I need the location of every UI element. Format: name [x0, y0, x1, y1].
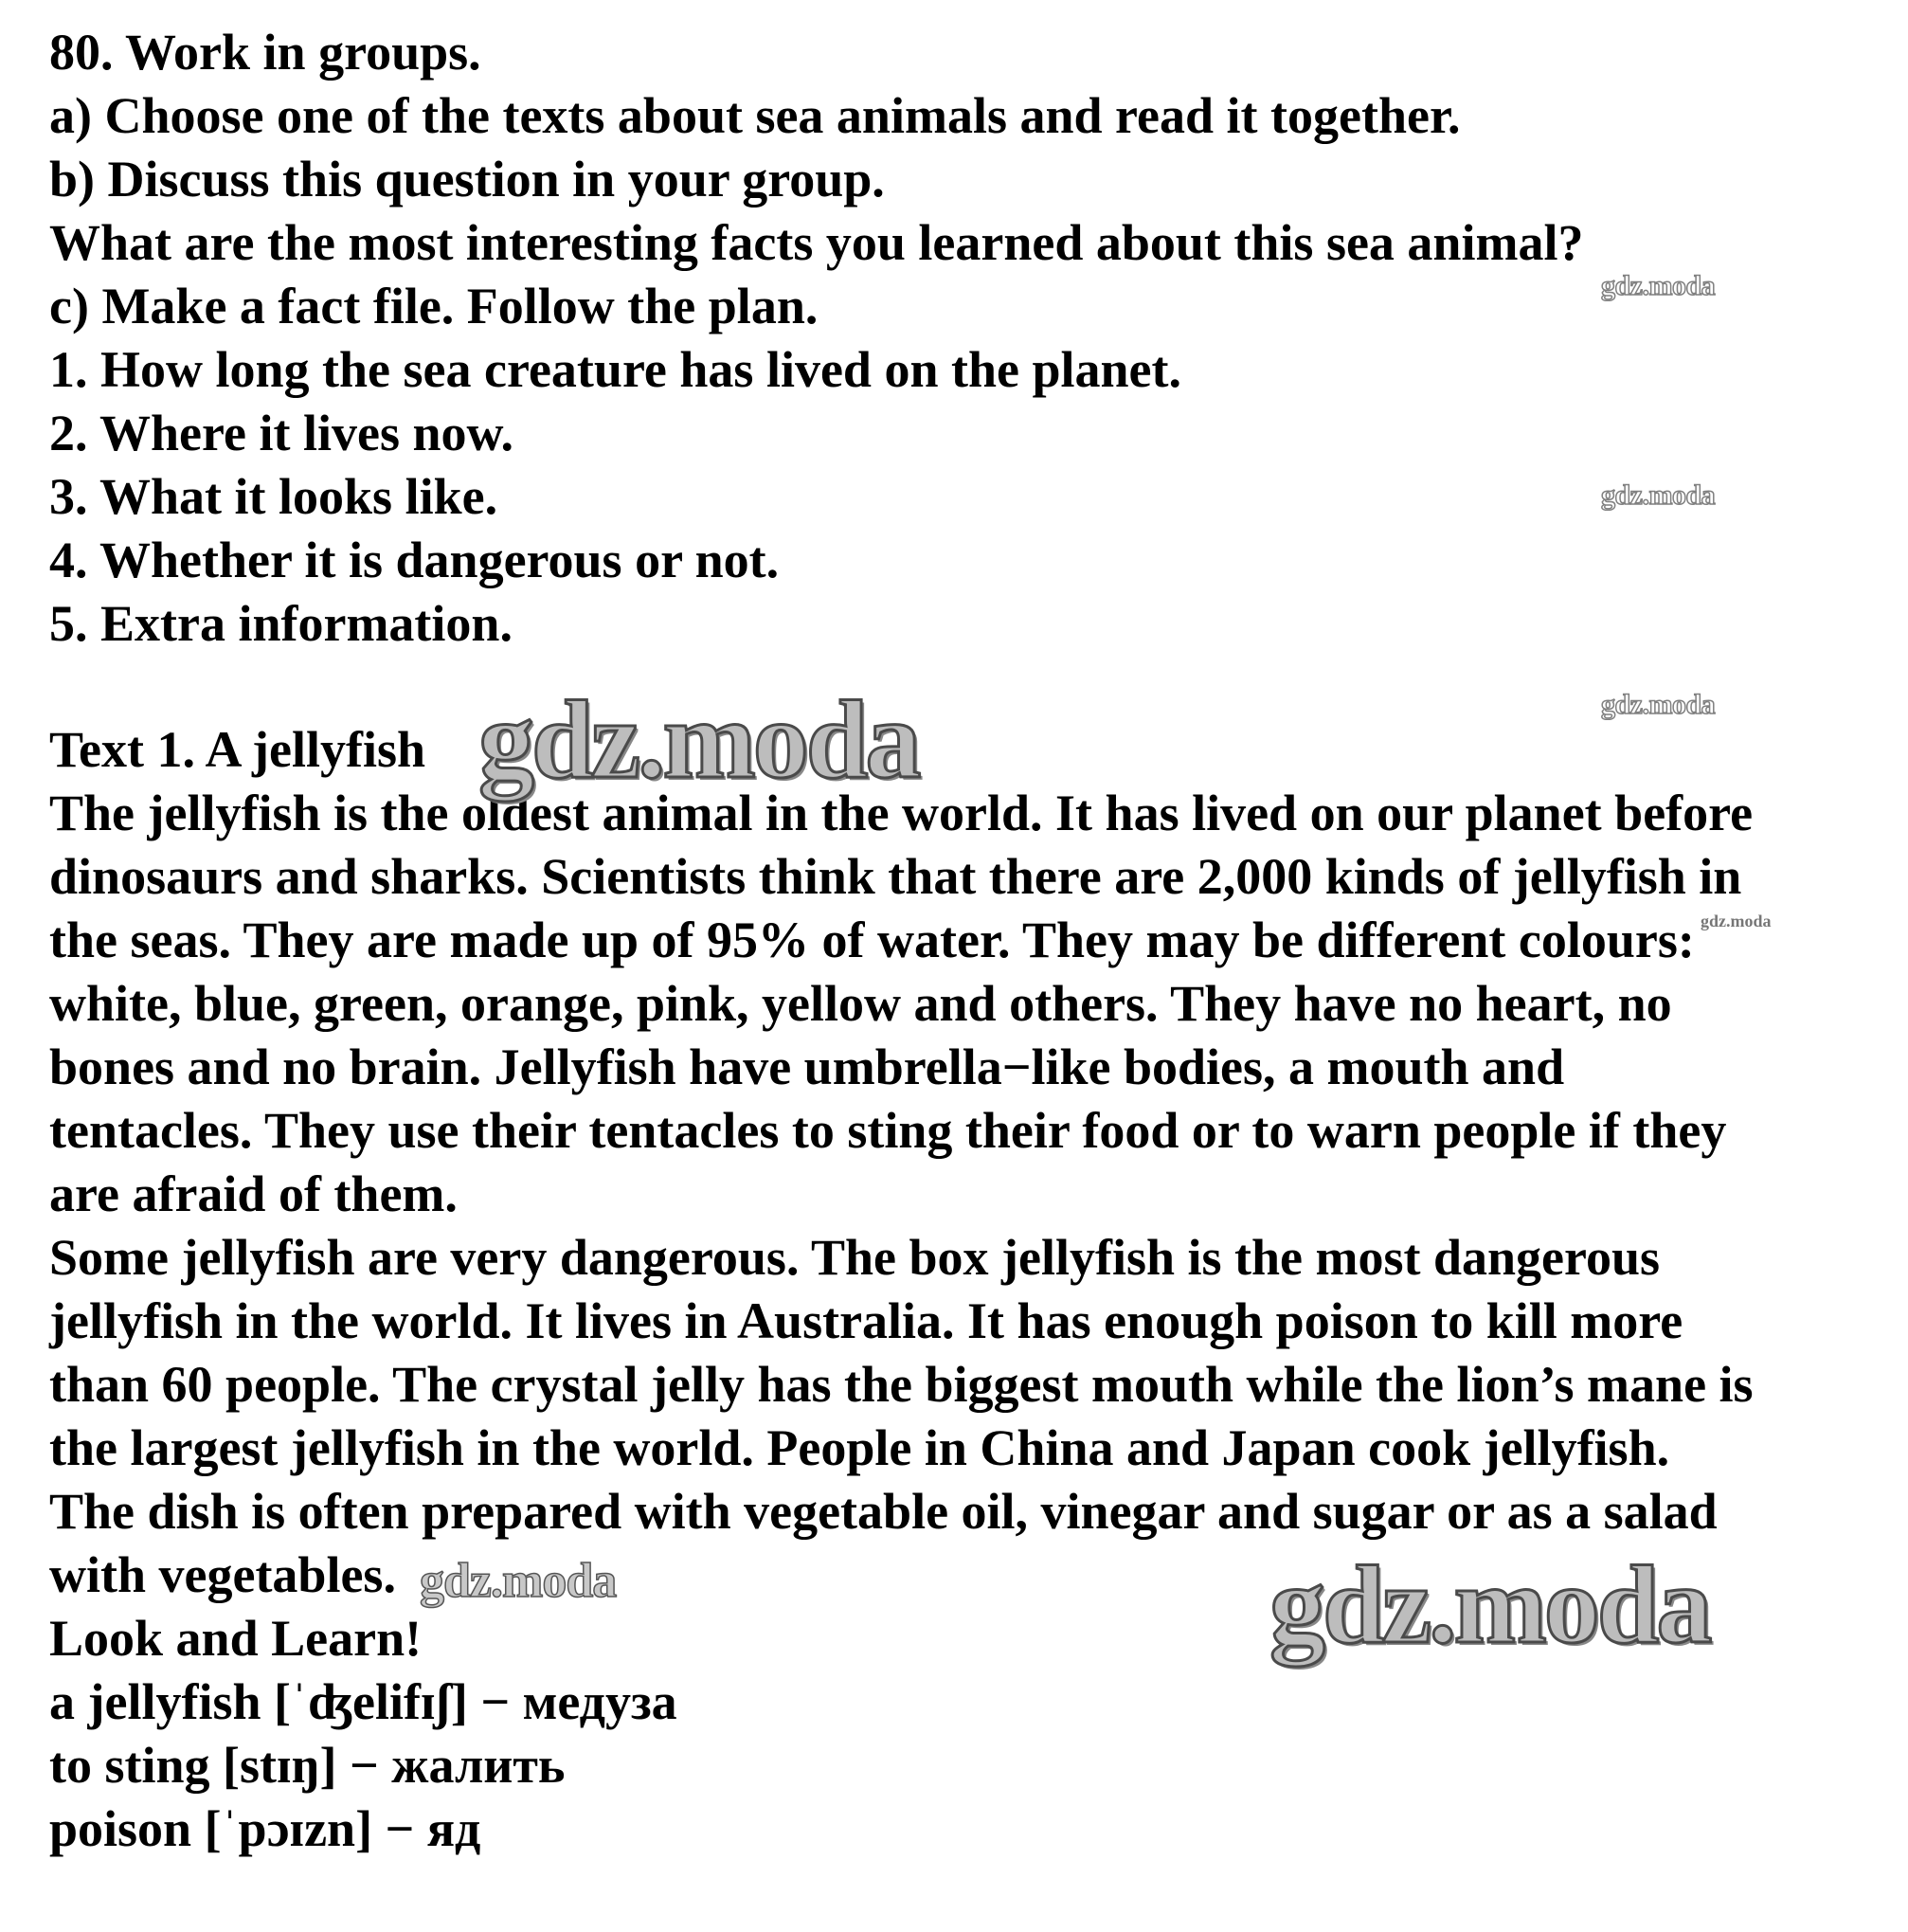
text1-line: than 60 people. The crystal jelly has the biggest mouth while the lion’s mane is — [49, 1356, 1754, 1413]
text1-line: tentacles. They use their tentacles to sting their food or to warn people if they — [49, 1102, 1727, 1159]
plan-item: 4. Whether it is dangerous or not. — [49, 532, 780, 588]
watermark-small: gdz.moda — [1601, 270, 1716, 301]
text1-line: bones and no brain. Jellyfish have umbrella−like bodies, a mouth and — [49, 1038, 1565, 1095]
plan-item: 1. How long the sea creature has lived on the planet. — [49, 341, 1181, 398]
task-a: a) Choose one of the texts about sea animals and read it together. — [49, 87, 1461, 144]
plan-item: 5. Extra information. — [49, 595, 513, 652]
text1-line: the largest jellyfish in the world. People in China and Japan cook jellyfish. — [49, 1419, 1670, 1476]
vocabulary-item: poison [ˈpɔɪzn] − яд — [49, 1800, 481, 1857]
watermark-medium: gdz.moda — [420, 1554, 617, 1608]
text1-line: Some jellyfish are very dangerous. The box jellyfish is the most dangerous — [49, 1229, 1661, 1286]
discussion-question: What are the most interesting facts you learned about this sea animal? — [49, 214, 1584, 271]
text1-line: the seas. They are made up of 95% of water. They may be different colours: — [49, 912, 1695, 968]
vocabulary-item: a jellyfish [ˈʤelifɪʃ] − медуза — [49, 1673, 677, 1730]
text1-line: jellyfish in the world. It lives in Australia. It has enough poison to kill more — [49, 1292, 1683, 1349]
text1-line: The dish is often prepared with vegetable oil, vinegar and sugar or as a salad — [49, 1483, 1718, 1540]
vocabulary-item: to sting [stɪŋ] − жалить — [49, 1737, 566, 1794]
text1-line: The jellyfish is the oldest animal in the world. It has lived on our planet before — [49, 785, 1754, 841]
watermark-large: gdz.moda — [1269, 1543, 1710, 1667]
text1-heading: Text 1. A jellyfish — [49, 721, 426, 778]
text1-line: white, blue, green, orange, pink, yellow and others. They have no heart, no — [49, 975, 1672, 1032]
text1-line: dinosaurs and sharks. Scientists think that there are 2,000 kinds of jellyfish in — [49, 848, 1742, 905]
vocabulary-heading: Look and Learn! — [49, 1610, 423, 1667]
text1-line: are afraid of them. — [49, 1165, 458, 1222]
task-b: b) Discuss this question in your group. — [49, 151, 885, 208]
watermark-tiny: gdz.moda — [1701, 912, 1772, 930]
task-c: c) Make a fact file. Follow the plan. — [49, 278, 819, 334]
plan-item: 3. What it looks like. — [49, 468, 498, 525]
watermark-large: gdz.moda — [478, 677, 919, 802]
watermark-small: gdz.moda — [1601, 479, 1716, 511]
plan-item: 2. Where it lives now. — [49, 405, 514, 461]
watermark-small: gdz.moda — [1601, 689, 1716, 720]
exercise-title: 80. Work in groups. — [49, 24, 481, 81]
text1-line: with vegetables. — [49, 1546, 396, 1603]
